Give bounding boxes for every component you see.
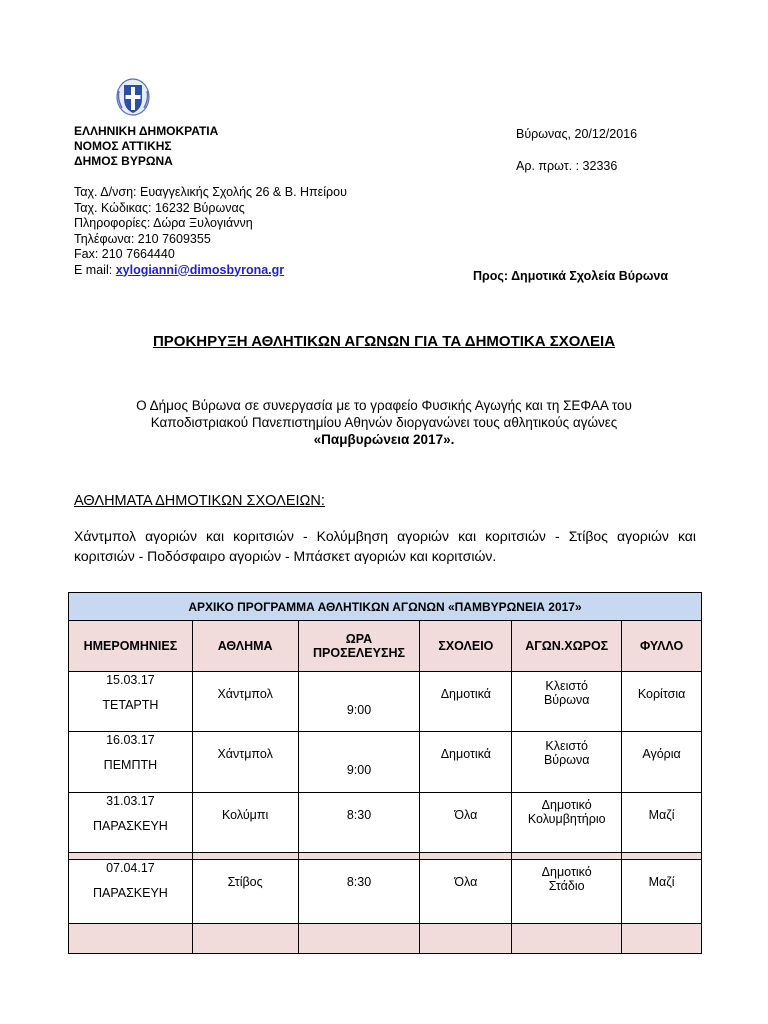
intro-line: Καποδιστριακού Πανεπιστημίου Αθηνών διοργανώνει τους αθλητικούς αγώνες (150, 415, 618, 430)
col-header-school: ΣΧΟΛΕΙΟ (420, 621, 512, 672)
email-label: E mail: (74, 262, 116, 277)
day-value: ΠΑΡΑΣΚΕΥΗ (92, 819, 168, 833)
contact-info: Πληροφορίες: Δώρα Ξυλογιάννη (74, 216, 253, 230)
contact-block (74, 185, 347, 278)
date-cell (69, 793, 193, 853)
sport-cell: Στίβος (192, 860, 298, 924)
gender-cell: Μαζί (622, 860, 702, 924)
table-row (69, 793, 702, 853)
document-title: ΠΡΟΚΗΡΥΞΗ ΑΘΛΗΤΙΚΩΝ ΑΓΩΝΩΝ ΓΙΑ ΤΑ ΔΗΜΟΤΙΚΑ ΣΧΟΛΕΙΑ (152, 333, 616, 350)
greek-emblem-icon (116, 77, 150, 117)
intro-event-name: «Παμβυρώνεια 2017». (313, 432, 455, 447)
intro-paragraph (80, 397, 688, 448)
date-value: 15.03.17 (106, 673, 155, 687)
contact-postal: Ταχ. Κώδικας: 16232 Βύρωνας (74, 200, 245, 215)
date-cell (69, 860, 193, 924)
school-cell: Όλα (420, 793, 512, 853)
sport-cell: Χάντμπολ (192, 672, 298, 732)
date-cell (69, 732, 193, 793)
venue-cell: Δημοτικό Στάδιο (512, 860, 622, 924)
time-cell: 8:30 (298, 860, 420, 924)
date-value: 31.03.17 (106, 794, 155, 808)
col-header-sport: ΑΘΛΗΜΑ (192, 621, 298, 672)
gender-cell: Κορίτσια (622, 672, 702, 732)
separator-row (69, 853, 702, 860)
schedule-table (68, 592, 702, 954)
table-row (69, 672, 702, 732)
contact-email-row (74, 263, 347, 279)
day-value: ΠΕΜΠΤΗ (103, 758, 158, 772)
contact-address: Ταχ. Δ/νση: Ευαγγελικής Σχολής 26 & Β. Ηπείρου (74, 185, 347, 199)
time-cell: 9:00 (298, 732, 420, 793)
sport-cell: Κολύμπι (192, 793, 298, 853)
gender-cell: Μαζί (622, 793, 702, 853)
issuer-block (74, 124, 218, 169)
venue-cell: Δημοτικό Κολυμβητήριο (512, 793, 622, 853)
date-cell (69, 672, 193, 732)
contact-phone: Τηλέφωνα: 210 7609355 (74, 231, 211, 246)
date-value: 16.03.17 (106, 733, 155, 747)
day-value: ΤΕΤΑΡΤΗ (102, 698, 159, 712)
org-line: ΕΛΛΗΝΙΚΗ ΔΗΜΟΚΡΑΤΙΑ (74, 124, 219, 138)
empty-row (69, 924, 702, 954)
org-line: ΔΗΜΟΣ ΒΥΡΩΝΑ (74, 154, 173, 168)
school-cell: Δημοτικά (420, 732, 512, 793)
col-header-time: ΩΡΑ ΠΡΟΣΕΛΕΥΣΗΣ (298, 621, 420, 672)
date-value: 07.04.17 (106, 861, 155, 875)
table-row (69, 860, 702, 924)
table-row (69, 732, 702, 793)
day-value: ΠΑΡΑΣΚΕΥΗ (92, 886, 168, 900)
intro-line: Ο Δήμος Βύρωνα σε συνεργασία με το γραφείο Φυσικής Αγωγής και τη ΣΕΦΑΑ του (136, 398, 632, 413)
sport-cell: Χάντμπολ (192, 732, 298, 793)
table-header-row (69, 621, 702, 672)
table-caption: ΑΡΧΙΚΟ ΠΡΟΓΡΑΜΜΑ ΑΘΛΗΤΙΚΩΝ ΑΓΩΝΩΝ «ΠΑΜΒΥΡΩΝΕΙΑ 2017» (69, 593, 702, 621)
time-cell: 8:30 (298, 793, 420, 853)
col-header-venue: ΑΓΩΝ.ΧΩΡΟΣ (512, 621, 622, 672)
recipient: Προς: Δημοτικά Σχολεία Βύρωνα (473, 269, 669, 283)
org-line: ΝΟΜΟΣ ΑΤΤΙΚΗΣ (74, 139, 172, 153)
col-header-gender: ΦΥΛΛΟ (622, 621, 702, 672)
time-cell: 9:00 (298, 672, 420, 732)
venue-cell: Κλειστό Βύρωνα (512, 732, 622, 793)
school-cell: Δημοτικά (420, 672, 512, 732)
col-header-dates: ΗΜΕΡΟΜΗΝΙΕΣ (69, 621, 193, 672)
document-date: Βύρωνας, 20/12/2016 (516, 127, 638, 141)
protocol-number: Αρ. πρωτ. : 32336 (516, 159, 618, 173)
gender-cell: Αγόρια (622, 732, 702, 793)
venue-cell: Κλειστό Βύρωνα (512, 672, 622, 732)
email-link[interactable]: xylogianni@dimosbyrona.gr (115, 262, 285, 277)
school-cell: Όλα (420, 860, 512, 924)
sports-text: Χάντμπολ αγοριών και κοριτσιών - Κολύμβηση αγοριών και κοριτσιών - Στίβος αγοριών και κοριτσιών - Ποδόσφαιρο αγοριών - Μπάσκετ αγοριών και κοριτσιών. (74, 528, 696, 564)
contact-fax: Fax: 210 7664440 (74, 247, 175, 261)
sports-heading: ΑΘΛΗΜΑΤΑ ΔΗΜΟΤΙΚΩΝ ΣΧΟΛΕΙΩΝ: (74, 493, 325, 509)
